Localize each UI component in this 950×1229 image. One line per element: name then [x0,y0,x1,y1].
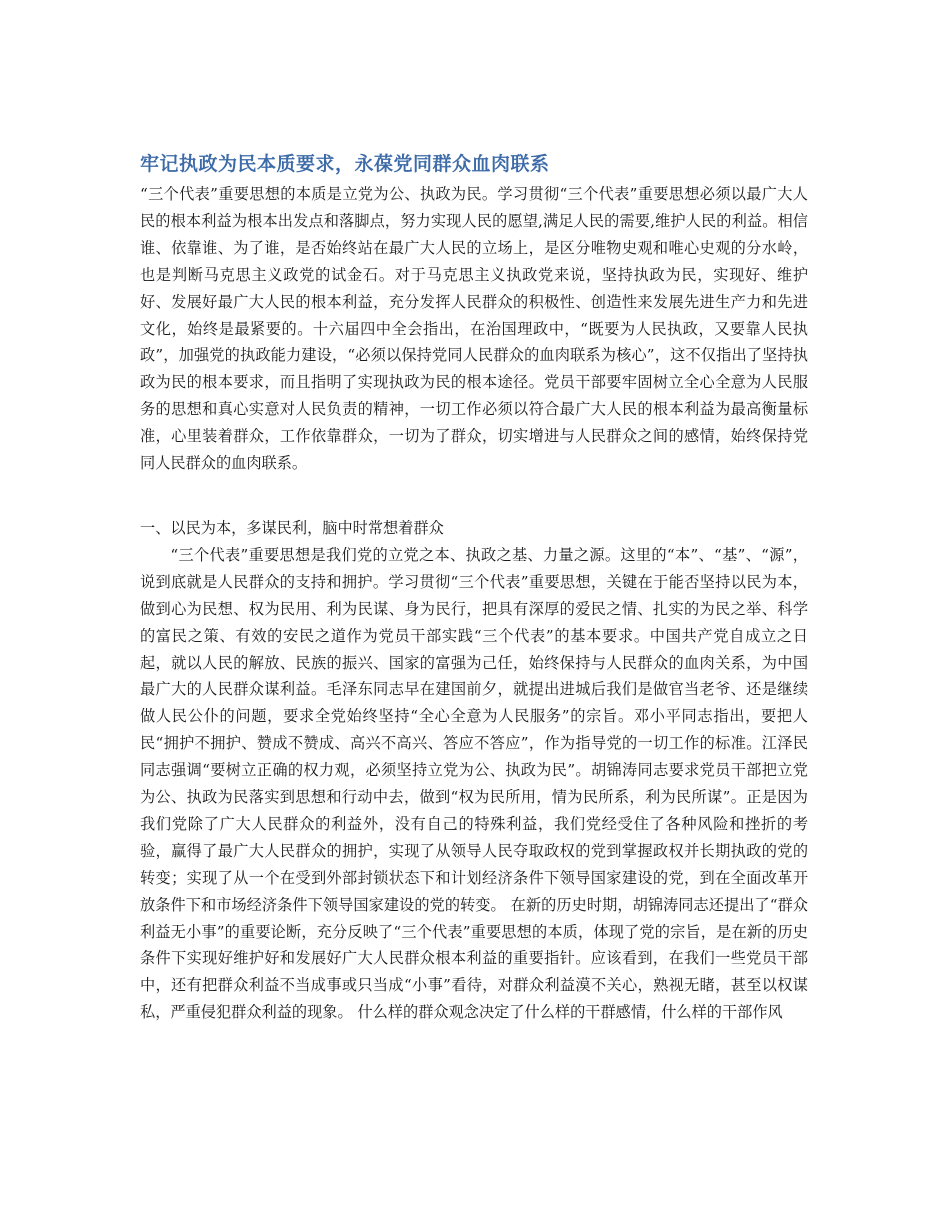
section-heading: 一、以民为本，多谋民利，脑中时常想着群众 [140,518,444,537]
document-title: 牢记执政为民本质要求，永葆党同群众血肉联系 [140,153,550,175]
intro-paragraph: “三个代表”重要思想的本质是立党为公、执政为民。学习贯彻“三个代表”重要思想必须以最广大人民的根本利益为根本出发点和落脚点，努力实现人民的愿望,满足人民的需要,维护人民的利益。相信谁、依靠谁、为了谁，是否始终站在最广大人民的立场上，是区分唯物史观和唯心史观的分水岭，也是判断马克思主义政党的试金石。对于马克思主义执政党来说，坚持执政为民，实现好、维护好、发展好最广大人民的根本利益，充分发挥人民群众的积极性、创造性来发展先进生产力和先进文化，始终是最紧要的。十六届四中全会指出，在治国理政中，“既要为人民执政，又要靠人民执政”，加强党的执政能力建设，“必须以保持党同人民群众的血肉联系为核心”，这不仅指出了坚持执政为民的根本要求，而且指明了实现执政为民的根本途径。党员干部要牢固树立全心全意为人民服务的思想和真心实意对人民负责的精神，一切工作必须以符合最广大人民的根本利益为最高衡量标准，心里装着群众，工作依靠群众，一切为了群众，切实增进与人民群众之间的感情，始终保持党同人民群众的血肉联系。 [140,185,808,473]
section-paragraph: “三个代表”重要思想是我们党的立党之本、执政之基、力量之源。这里的“本”、“基”、“源”，说到底就是人民群众的支持和拥护。学习贯彻“三个代表”重要思想，关键在于能否坚持以民为本，做到心为民想、权为民用、利为民谋、身为民行，把具有深厚的爱民之情、扎实的为民之举、科学的富民之策、有效的安民之道作为党员干部实践“三个代表”的基本要求。中国共产党自成立之日起，就以人民的解放、民族的振兴、国家的富强为己任，始终保持与人民群众的血肉关系，为中国最广大的人民群众谋利益。毛泽东同志早在建国前夕，就提出进城后我们是做官当老爷、还是继续做人民公仆的问题，要求全党始终坚持“全心全意为人民服务”的宗旨。邓小平同志指出，要把人民“拥护不拥护、赞成不赞成、高兴不高兴、答应不答应”，作为指导党的一切工作的标准。江泽民同志强调“要树立正确的权力观，必须坚持立党为公、执政为民”。胡锦涛同志要求党员干部把立党为公、执政为民落实到思想和行动中去，做到“权为民所用，情为民所系，利为民所谋”。正是因为我们党除了广大人民群众的利益外，没有自己的特殊利益，我们党经受住了各种风险和挫折的考验，赢得了最广大人民群众的拥护，实现了从领导人民夺取政权的党到掌握政权并长期执政的党的转变；实现了从一个在受到外部封锁状态下和计划经济条件下领导国家建设的党，到在全面改革开放条件下和市场经济条件下领导国家建设的党的转变。 在新的历史时期，胡锦涛同志还提出了“群众利益无小事”的重要论断，充分反映了“三个代表”重要思想的本质，体现了党的宗旨，是在新的历史条件下实现好维护好和发展好广大人民群众根本利益的重要指针。应该看到，在我们一些党员干部中，还有把群众利益不当成事或只当成“小事”看待，对群众利益漠不关心，熟视无睹，甚至以权谋私，严重侵犯群众利益的现象。 什么样的群众观念决定了什么样的干群感情，什么样的干部作风 [140,545,808,1022]
paragraph-gap [140,477,808,515]
document-page [140,150,808,1026]
